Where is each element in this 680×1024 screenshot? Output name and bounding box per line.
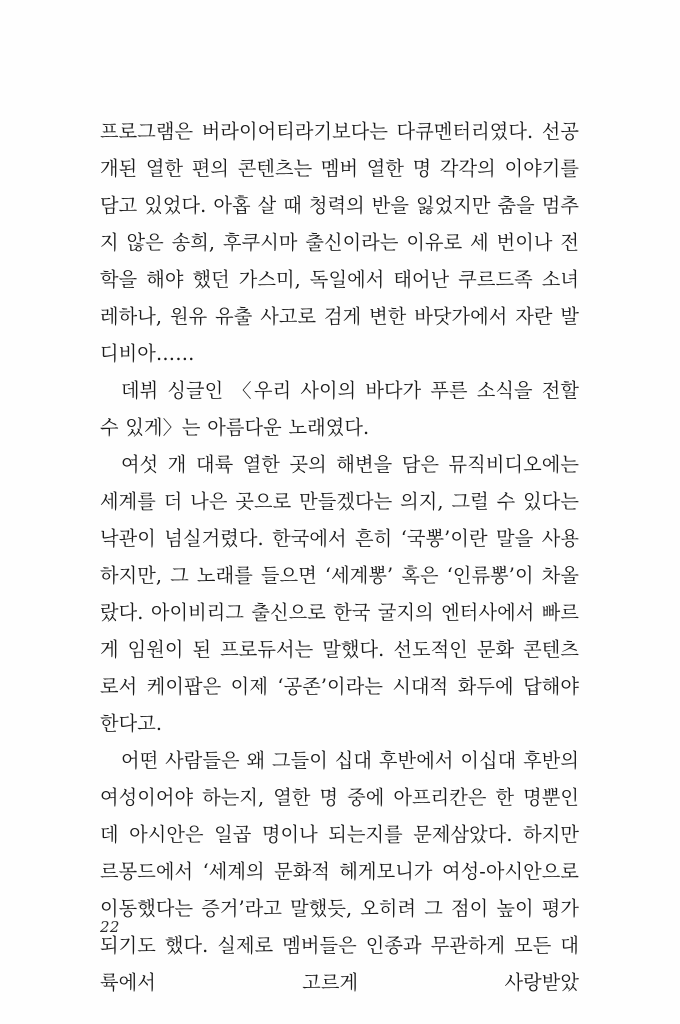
page-text-block (100, 113, 579, 1001)
paragraph-4: 어떤 사람들은 왜 그들이 십대 후반에서 이십대 후반의 여성이어야 하는지, 열한 명 중에 아프리칸은 한 명뿐인데 아시안은 일곱 명이나 되는지를 문제삼았다. 하지만 르몽드에서 ‘세계의 문화적 헤게모니가 여성-아시안으로 이동했다는 증거’라고 말했듯, 오히려 그 점이 높이 평가되기도 했다. 실제로 멤버들은 인종과 무관하게 모든 대륙에서 고르게 사랑받았 (100, 749, 579, 994)
paragraph-3: 여섯 개 대륙 열한 곳의 해변을 담은 뮤직비디오에는 세계를 더 나은 곳으로 만들겠다는 의지, 그럴 수 있다는 낙관이 넘실거렸다. 한국에서 흔히 ‘국뽕’이란 말을 사용하지만, 그 노래를 들으면 ‘세계뽕’ 혹은 ‘인류뽕’이 차올랐다. 아이비리그 출신으로 한국 굴지의 엔터사에서 빠르게 임원이 된 프로듀서는 말했다. 선도적인 문화 콘텐츠로서 케이팝은 이제 ‘공존’이라는 시대적 화두에 답해야 한다고. (100, 453, 579, 735)
paragraph-2: 데뷔 싱글인 〈우리 사이의 바다가 푸른 소식을 전할 수 있게〉는 아름다운 노래였다. (100, 379, 579, 439)
page-number: 22 (100, 918, 120, 936)
paragraph-1: 프로그램은 버라이어티라기보다는 다큐멘터리였다. 선공개된 열한 편의 콘텐츠는 멤버 열한 명 각각의 이야기를 담고 있었다. 아홉 살 때 청력의 반을 잃었지만 춤을 멈추지 않은 송희, 후쿠시마 출신이라는 이유로 세 번이나 전학을 해야 했던 가스미, 독일에서 태어난 쿠르드족 소녀 레하나, 원유 유출 사고로 검게 변한 바닷가에서 자란 발디비아…… (100, 120, 579, 365)
